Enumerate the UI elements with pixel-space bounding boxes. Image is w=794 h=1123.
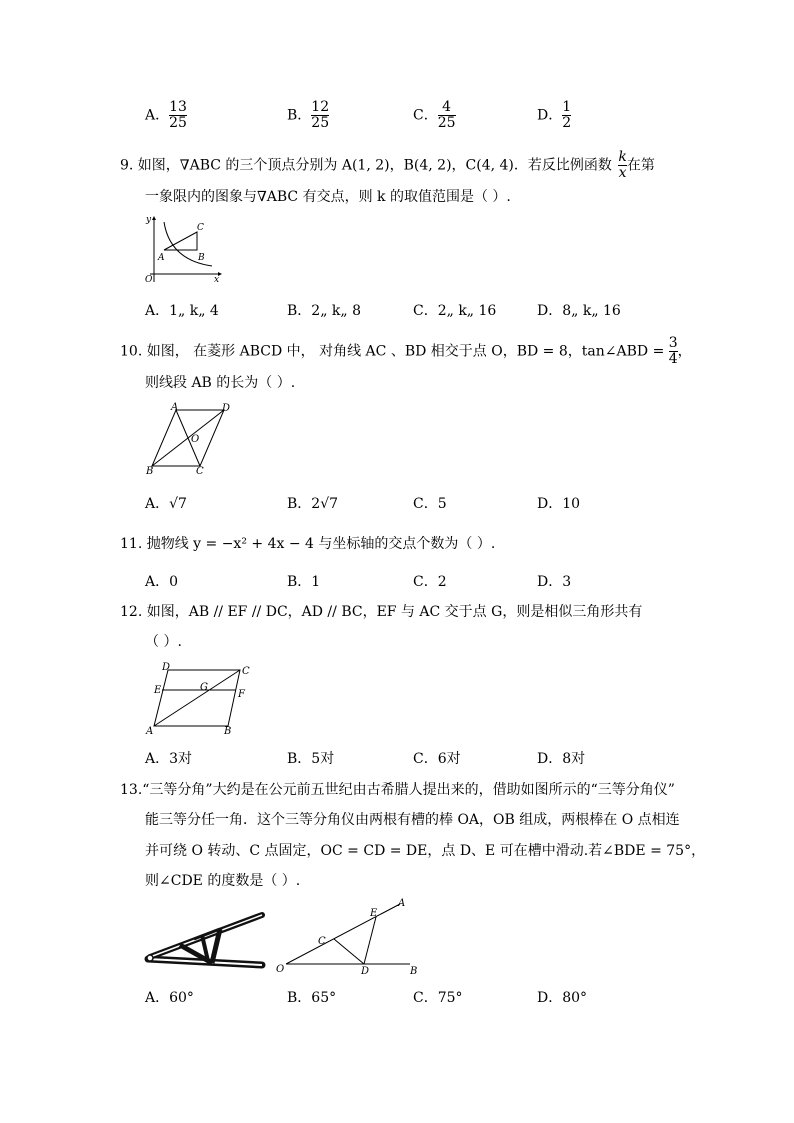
y-axis-arrow: [152, 216, 156, 220]
q10-stem-line2: 则线段 AB 的长为（ ）.: [145, 375, 296, 391]
label-c: C: [318, 936, 326, 947]
label-a: A: [171, 402, 179, 413]
q13-option-a[interactable]: A．60°: [145, 990, 194, 1006]
q8-option-c[interactable]: [413, 100, 456, 131]
label-c: C: [197, 223, 204, 233]
diagonal-bd: [152, 410, 224, 466]
q11-stem: 11. 抛物线 y = −x² + 4x − 4 与坐标轴的交点个数为（ ）.: [120, 536, 496, 552]
label-b: B: [146, 466, 154, 476]
q10-option-d[interactable]: D．10: [537, 496, 581, 512]
label-o: O: [145, 275, 153, 284]
label-a: A: [398, 898, 406, 909]
q12-option-d[interactable]: D．8对: [537, 751, 586, 767]
numerator: 12: [311, 99, 330, 115]
fraction: [311, 100, 329, 131]
q13-stem-line1: 13.“三等分角”大约是在公元前五世纪由古希腊人提出来的，借助如图所示的“三等分角仪”: [120, 782, 675, 798]
label-d: D: [162, 662, 171, 673]
q9-text-end: 在第: [626, 157, 655, 174]
numerator: k: [618, 149, 627, 165]
q13-option-d[interactable]: D．80°: [537, 990, 588, 1006]
q12-figure: [140, 660, 260, 736]
q9-stem-line1: [120, 150, 655, 181]
label-d: D: [361, 966, 370, 977]
q11-option-d[interactable]: D．3: [537, 574, 572, 590]
segment-de: [364, 917, 376, 964]
q10-text-end: ，: [677, 343, 692, 360]
q10-option-b[interactable]: B．2√7: [287, 496, 339, 512]
q10-stem-line1: [120, 336, 692, 367]
denominator: 25: [311, 115, 330, 131]
denominator: 2: [562, 115, 572, 131]
label-e: E: [154, 685, 162, 696]
q9-option-a[interactable]: A．1„ k„ 4: [145, 303, 219, 319]
q9-options: [145, 300, 705, 320]
q13-option-b[interactable]: B．65°: [287, 990, 337, 1006]
label-e: E: [370, 908, 378, 919]
q10-text: 10. 如图， 在菱形 ABCD 中， 对角线 AC 、BD 相交于点 O，BD = 8，tan∠ABD =: [120, 343, 665, 360]
q13-stem-line4: 则∠CDE 的度数是（ ）.: [145, 873, 301, 889]
segment-cd: [334, 939, 364, 964]
q12-stem-line2: （ ）.: [145, 634, 182, 650]
label-g: G: [200, 682, 208, 693]
q13-options: [145, 987, 705, 1007]
label-a: A: [158, 253, 165, 263]
q11-option-b[interactable]: B．1: [287, 574, 321, 590]
numerator: 1: [562, 99, 572, 115]
q9-option-b[interactable]: B．2„ k„ 8: [287, 303, 361, 319]
q12-option-c[interactable]: C．6对: [413, 751, 461, 767]
q10-fraction: [669, 336, 678, 367]
label-b: B: [224, 726, 232, 736]
q9-option-d[interactable]: D．8„ k„ 16: [537, 303, 621, 319]
q9-text: 9. 如图，∇ABC 的三个顶点分别为 A(1, 2)，B(4, 2)，C(4, 4)．若反比例函数: [120, 157, 612, 174]
fraction: [169, 100, 187, 131]
option-letter: D．: [537, 107, 563, 124]
denominator: 25: [437, 115, 456, 131]
option-letter: B．: [287, 107, 312, 124]
q11-option-c[interactable]: C．2: [413, 574, 447, 590]
denominator: 4: [668, 351, 678, 367]
label-d: D: [222, 403, 231, 414]
label-o: O: [276, 964, 285, 975]
q8-option-b[interactable]: [287, 100, 329, 131]
numerator: 3: [668, 335, 678, 351]
q9-stem-line2: 一象限内的图象与∇ABC 有交点，则 k 的取值范围是（ ）.: [145, 189, 511, 205]
label-c: C: [242, 666, 250, 677]
option-letter: C．: [413, 107, 438, 124]
q12-stem-line1: 12. 如图，AB // EF // DC，AD // BC，EF 与 AC 交于点 G，则是相似三角形共有: [120, 604, 643, 620]
hyperbola-curve: [164, 222, 212, 266]
option-letter: A．: [145, 107, 170, 124]
q9-function-fraction: [618, 150, 626, 181]
q10-option-a[interactable]: A．√7: [145, 496, 187, 512]
denominator: 25: [169, 115, 187, 131]
q10-options: [145, 493, 705, 513]
q10-option-c[interactable]: C．5: [413, 496, 447, 512]
q13-device-image: [140, 905, 270, 975]
q8-option-d[interactable]: [537, 100, 571, 131]
fraction: [562, 100, 571, 131]
label-o: O: [191, 434, 200, 445]
label-y: y: [146, 215, 152, 225]
label-b: B: [410, 966, 418, 977]
q13-stem-line2: 能三等分任一角．这个三等分角仪由两根有槽的棒 OA，OB 组成，两根棒在 O 点相连: [145, 812, 680, 828]
q13-figure: [272, 896, 432, 980]
triangle-abc: [164, 232, 197, 250]
diagonal-ac: [154, 670, 240, 726]
numerator: 13: [169, 99, 187, 115]
label-x: x: [214, 275, 220, 284]
q10-figure: [140, 400, 240, 476]
denominator: x: [618, 165, 627, 181]
label-c: C: [196, 466, 204, 476]
q11-option-a[interactable]: A．0: [145, 574, 179, 590]
q13-stem-line3: 并可绕 O 转动、C 点固定，OC = CD = DE，点 D、E 可在槽中滑动.若∠BDE = 75°，: [145, 843, 706, 859]
q12-option-b[interactable]: B．5对: [287, 751, 335, 767]
device-pivot-o: [147, 955, 153, 961]
q8-option-a[interactable]: [145, 100, 187, 131]
q12-option-a[interactable]: A．3对: [145, 751, 193, 767]
label-b: B: [198, 253, 205, 263]
q8-options: [145, 100, 705, 140]
numerator: 4: [442, 99, 452, 115]
fraction: [438, 100, 456, 131]
q13-option-c[interactable]: C．75°: [413, 990, 463, 1006]
ray-oa: [286, 904, 400, 964]
q11-options: [145, 571, 705, 591]
q12-options: [145, 748, 705, 768]
q9-option-c[interactable]: C．2„ k„ 16: [413, 303, 497, 319]
q9-figure: [140, 212, 222, 284]
label-f: F: [238, 689, 245, 700]
label-a: A: [146, 726, 154, 736]
